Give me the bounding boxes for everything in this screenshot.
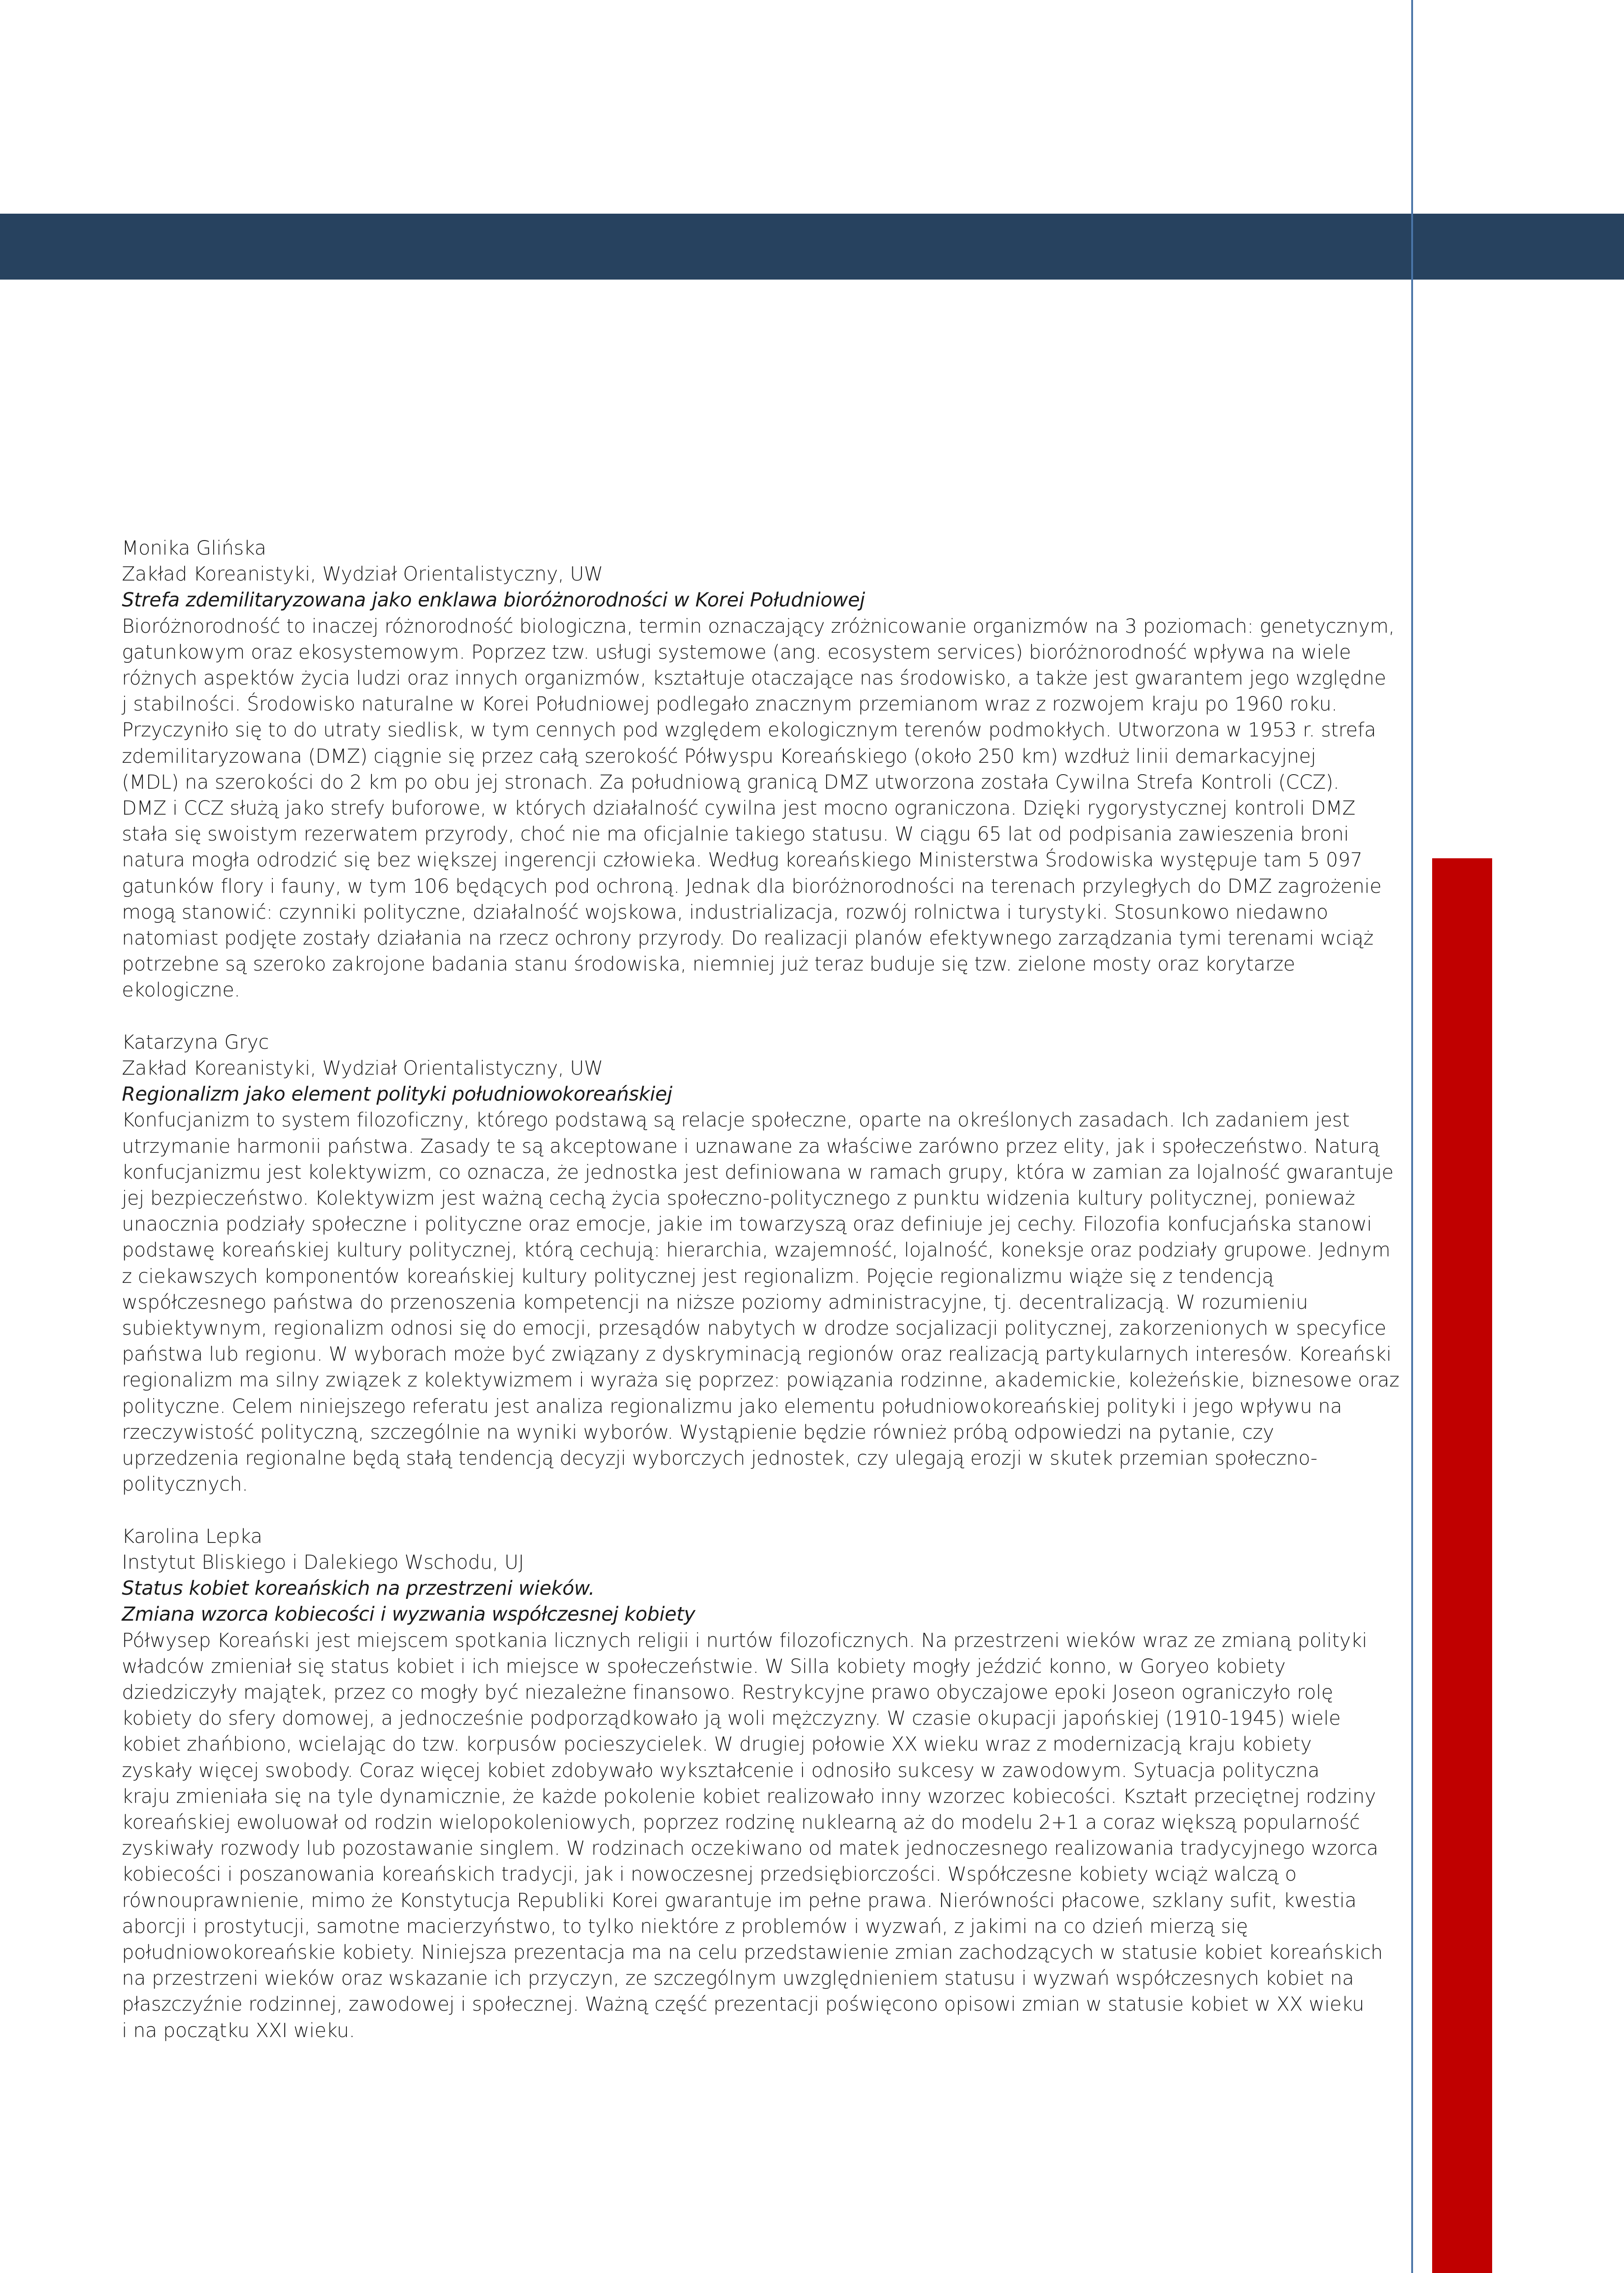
header-band [0,214,1624,280]
abstract-line: kraju zmieniała się na tyle dynamicznie, że każde pokolenie kobiet realizowało inny wzorzec kobiecości. Kształt przeciętnej rodziny [122,1785,1376,1808]
abstract-line: politycznych. [122,1473,248,1496]
abstract-line: różnych aspektów życia ludzi oraz innych organizmów, kształtuje otaczające nas środowisko, a także jest gwarantem jego względne [122,667,1386,690]
abstract-line: gatunkowym oraz ekosystemowym. Poprzez tzw. usługi systemowe (ang. ecosystem services) bioróżnorodność wpływa na wiele [122,641,1351,664]
abstract-line: państwa lub regionu. W wyborach może być związany z dyskryminacją regionów oraz realizacją partykularnych interesów. Koreański [122,1343,1392,1366]
author-name: Monika Glińska [122,537,266,560]
abstract-line: jej bezpieczeństwo. Kolektywizm jest ważną cechą życia społeczno-politycznego z punktu widzenia kultury politycznej, ponieważ [122,1187,1355,1210]
abstract-line: (MDL) na szerokości do 2 km po obu jej stronach. Za południową granicą DMZ utworzona została Cywilna Strefa Kontroli (CCZ). [122,771,1339,794]
author-name: Katarzyna Gryc [122,1031,269,1054]
abstract-line: j stabilności. Środowisko naturalne w Korei Południowej podlegało znacznym przemianom wraz z rozwojem kraju po 1960 roku. [122,693,1338,716]
abstract-line: stała się swoistym rezerwatem przyrody, choć nie ma oficjalnie takiego statusu. W ciągu 65 lat od podpisania zawieszenia broni [122,823,1349,846]
abstract-line: gatunków flory i fauny, w tym 106 będących pod ochroną. Jednak dla bioróżnorodności na terenach przyległych do DMZ zagrożenie [122,875,1382,898]
abstract-entry [122,1030,1399,1498]
abstract-line: współczesnego państwa do przenoszenia kompetencji na niższe poziomy administracyjne, tj. decentralizacją. W rozumieniu [122,1291,1308,1314]
author-name: Karolina Lepka [122,1525,262,1548]
abstract-entry [122,1524,1383,2044]
abstract-line: ekologiczne. [122,979,241,1002]
abstract-line: kobiety do sfery domowej, a jednocześnie podporządkowało ją woli mężczyzny. W czasie okupacji japońskiej (1910-1945) wiele [122,1707,1341,1730]
abstract-line: z ciekawszych komponentów koreańskiej kultury politycznej jest regionalizm. Pojęcie regionalizmu wiąże się z tendencją [122,1265,1274,1288]
abstract-line: płaszczyźnie rodzinnej, zawodowej i społecznej. Ważną część prezentacji poświęcono opisowi zmian w statusie kobiet w XX wieku [122,1993,1364,2016]
abstract-line: zyskały więcej swobody. Coraz więcej kobiet zdobywało wykształcenie i odnosiło sukcesy w zawodowym. Sytuacja polityczna [122,1759,1320,1782]
abstract-line: Konfucjanizm to system filozoficzny, którego podstawą są relacje społeczne, oparte na określonych zasadach. Ich zadaniem jest [122,1109,1350,1132]
abstract-line: równouprawnienie, mimo że Konstytucja Republiki Korei gwarantuje im pełne prawa. Nierówności płacowe, szklany sufit, kwestia [122,1889,1357,1912]
abstract-line: rzeczywistość polityczną, szczególnie na wyniki wyborów. Wystąpienie będzie również próbą odpowiedzi na pytanie, czy [122,1421,1274,1444]
abstract-line: aborcji i prostytucji, samotne macierzyństwo, to tylko niektóre z problemów i wyzwań, z jakimi na co dzień mierzą się [122,1915,1248,1938]
abstract-line: zyskiwały rozwody lub pozostawanie singlem. W rodzinach oczekiwano od matek jednoczesnego realizowania tradycyjnego wzorca [122,1837,1378,1860]
abstract-line: Przyczyniło się to do utraty siedlisk, w tym cennych pod względem ekologicznym terenów podmokłych. Utworzona w 1953 r. strefa [122,719,1376,742]
abstract-line: zdemilitaryzowana (DMZ) ciągnie się przez całą szerokość Półwyspu Koreańskiego (około 250 km) wzdłuż linii demarkacyjnej [122,745,1316,768]
abstract-line: południowokoreańskie kobiety. Niniejsza prezentacja ma na celu przedstawienie zmian zachodzących w statusie kobiet koreańskich [122,1941,1383,1964]
abstract-line: i na początku XXI wieku. [122,2019,355,2042]
side-accent-bar [1432,858,1492,2273]
author-affiliation: Zakład Koreanistyki, Wydział Orientalistyczny, UW [122,1057,603,1080]
abstract-line: kobiecości i poszanowania koreańskich tradycji, jak i nowoczesnej przedsiębiorczości. Współczesne kobiety wciąż walczą o [122,1863,1297,1886]
abstract-line: podstawę koreańskiej kultury politycznej, którą cechują: hierarchia, wzajemność, lojalność, koneksje oraz podziały grupowe. Jednym [122,1239,1391,1262]
abstract-line: kobiet zhańbiono, wcielając do tzw. korpusów pocieszycielek. W drugiej połowie XX wieku wraz z modernizacją kraju kobiety [122,1733,1312,1756]
presentation-title: Status kobiet koreańskich na przestrzeni wieków. [122,1577,595,1600]
abstract-line: subiektywnym, regionalizm odnosi się do emocji, przesądów nabytych w drodze socjalizacji politycznej, zakorzenionych w specyfice [122,1317,1386,1340]
abstract-line: uprzedzenia regionalne będą stałą tendencją decyzji wyborczych jednostek, czy ulegają erozji w skutek przemian społeczno- [122,1447,1318,1470]
abstract-line: regionalizm ma silny związek z kolektywizmem i wyraża się poprzez: powiązania rodzinne, akademickie, koleżeńskie, biznesowe oraz [122,1369,1399,1392]
abstract-line: polityczne. Celem niniejszego referatu jest analiza regionalizmu jako elementu południowokoreańskiej polityki i jego wpływu na [122,1395,1342,1418]
abstract-line: dziedziczyły majątek, przez co mogły być niezależne finansowo. Restrykcyjne prawo obyczajowe epoki Joseon ograniczyło rolę [122,1681,1333,1704]
abstract-line: władców zmieniał się status kobiet i ich miejsce w społeczeństwie. W Silla kobiety mogły jeździć konno, w Goryeo kobiety [122,1655,1286,1678]
abstract-line: na przestrzeni wieków oraz wskazanie ich przyczyn, ze szczególnym uwzględnieniem statusu i wyzwań współczesnych kobiet na [122,1968,1354,1990]
abstracts-column [122,536,1399,2044]
abstract-line: unaocznia podziały społeczne i polityczne oraz emocje, jakie im towarzyszą oraz definiuje jej cechy. Filozofia konfucjańska stanowi [122,1213,1372,1236]
abstract-line: potrzebne są szeroko zakrojone badania stanu środowiska, niemniej już teraz buduje się tzw. zielone mosty oraz korytarze [122,953,1295,976]
abstract-line: mogą stanowić: czynniki polityczne, działalność wojskowa, industrializacja, rozwój rolnictwa i turystyki. Stosunkowo niedawno [122,901,1328,924]
abstract-line: natomiast podjęte zostały działania na rzecz ochrony przyrody. Do realizacji planów efektywnego zarządzania tymi terenami wciąż [122,927,1373,950]
abstract-entry [122,536,1395,1004]
presentation-title: Zmiana wzorca kobiecości i wyzwania współczesnej kobiety [122,1603,696,1626]
presentation-title: Regionalizm jako element polityki południowokoreańskiej [122,1083,672,1106]
vertical-rule [1411,0,1413,2273]
abstract-line: konfucjanizmu jest kolektywizm, co oznacza, że jednostka jest definiowana w ramach grupy, która w zamian za lojalność gwarantuje [122,1161,1393,1184]
abstract-line: natura mogła odrodzić się bez większej ingerencji człowieka. Według koreańskiego Ministerstwa Środowiska występuje tam 5 097 [122,849,1363,872]
abstract-line: utrzymanie harmonii państwa. Zasady te są akceptowane i uznawane za właściwe zarówno przez elity, jak i społeczeństwo. Naturą [122,1135,1380,1158]
abstract-line: Bioróżnorodność to inaczej różnorodność biologiczna, termin oznaczający zróżnicowanie organizmów na 3 poziomach: genetycznym, [122,615,1395,638]
abstract-line: Półwysep Koreański jest miejscem spotkania licznych religii i nurtów filozoficznych. Na przestrzeni wieków wraz ze zmianą polityki [122,1629,1368,1652]
author-affiliation: Zakład Koreanistyki, Wydział Orientalistyczny, UW [122,563,603,586]
abstract-line: koreańskiej ewoluował od rodzin wielopokoleniowych, poprzez rodzinę nuklearną aż do modelu 2+1 a coraz większą popularność [122,1811,1360,1834]
presentation-title: Strefa zdemilitaryzowana jako enklawa bioróżnorodności w Korei Południowej [122,589,865,612]
abstract-line: DMZ i CCZ służą jako strefy buforowe, w których działalność cywilna jest mocno ograniczona. Dzięki rygorystycznej kontroli DMZ [122,797,1356,820]
author-affiliation: Instytut Bliskiego i Dalekiego Wschodu, UJ [122,1551,524,1574]
